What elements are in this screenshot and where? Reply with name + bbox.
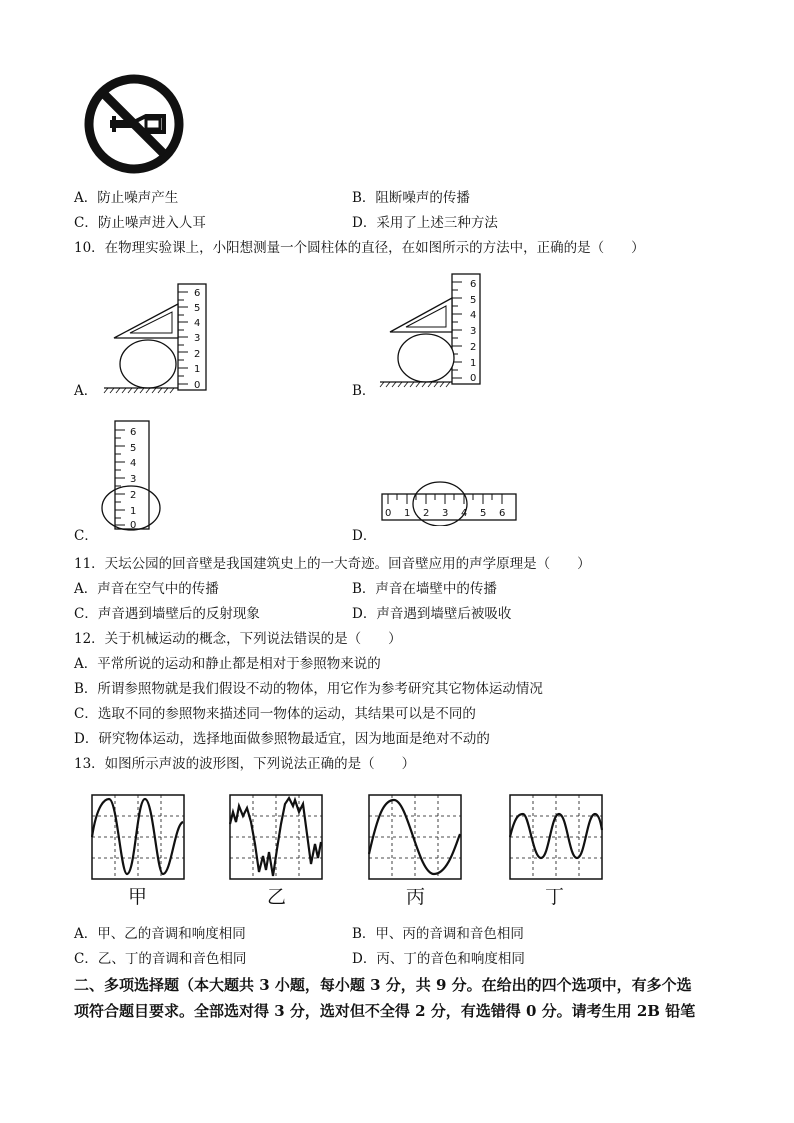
waveform-label-jia: 甲	[128, 886, 148, 908]
question-13-stem: 13．如图所示声波的波形图，下列说法正确的是（ ）	[74, 756, 416, 772]
waveform-label-yi: 乙	[267, 886, 287, 908]
figure-label-d: D．	[352, 528, 377, 544]
waveform-yi	[229, 794, 323, 880]
svg-text:1: 1	[194, 364, 201, 375]
option-d: D．声音遇到墙壁后被吸收	[352, 606, 512, 622]
no-horn-sign-icon	[82, 72, 186, 176]
svg-text:2: 2	[130, 490, 137, 501]
question-11-stem: 11．天坛公园的回音壁是我国建筑史上的一大奇迹。回音壁应用的声学原理是（ ）	[74, 556, 591, 572]
svg-text:2: 2	[423, 508, 430, 519]
svg-text:4: 4	[194, 318, 201, 329]
question-10-stem: 10．在物理实验课上，小阳想测量一个圆柱体的直径，在如图所示的方法中，正确的是（ ）	[74, 240, 645, 256]
option-a: A．平常所说的运动和静止都是相对于参照物来说的	[74, 656, 381, 672]
figure-10b-ruler-setup	[376, 270, 501, 388]
svg-text:1: 1	[470, 358, 477, 369]
option-c: C．乙、丁的音调和音色相同	[74, 951, 247, 967]
option-d: D．丙、丁的音色和响度相同	[352, 951, 525, 967]
waveform-jia	[91, 794, 185, 880]
svg-text:5: 5	[130, 443, 137, 454]
option-d: D．研究物体运动，选择地面做参照物最适宜，因为地面是绝对不动的	[74, 731, 490, 747]
svg-text:1: 1	[130, 506, 137, 517]
section-2-heading-line-1: 二、多项选择题（本大题共 3 小题，每小题 3 分，共 9 分。在给出的四个选项中，有多个选	[74, 976, 692, 994]
svg-text:6: 6	[470, 279, 477, 290]
option-b: B．所谓参照物就是我们假设不动的物体，用它作为参考研究其它物体运动情况	[74, 681, 543, 697]
svg-text:6: 6	[130, 427, 137, 438]
svg-text:6: 6	[194, 288, 201, 299]
section-2-heading-line-2: 项符合题目要求。全部选对得 3 分，选对但不全得 2 分，有选错得 0 分。请考生用 2B 铅笔	[74, 1002, 696, 1020]
figure-10d-ruler-setup	[380, 480, 520, 526]
waveform-bing	[368, 794, 462, 880]
option-b: B．阻断噪声的传播	[352, 190, 470, 206]
svg-text:3: 3	[194, 333, 201, 344]
svg-text:5: 5	[470, 295, 477, 306]
waveform-label-bing: 丙	[406, 886, 426, 908]
svg-text:0: 0	[470, 373, 477, 384]
svg-text:1: 1	[404, 508, 411, 519]
svg-text:3: 3	[130, 474, 137, 485]
figure-10a-ruler-setup	[94, 280, 219, 395]
waveform-label-ding: 丁	[545, 886, 565, 908]
svg-text:2: 2	[470, 342, 477, 353]
svg-text:5: 5	[480, 508, 487, 519]
option-c: C．防止噪声进入人耳	[74, 215, 206, 231]
option-b: B．甲、丙的音调和音色相同	[352, 926, 524, 942]
svg-text:0: 0	[194, 380, 201, 391]
option-c: C．声音遇到墙壁后的反射现象	[74, 606, 260, 622]
option-a: A．防止噪声产生	[74, 190, 179, 206]
svg-text:2: 2	[194, 349, 201, 360]
option-c: C．选取不同的参照物来描述同一物体的运动，其结果可以是不同的	[74, 706, 476, 722]
option-d: D．采用了上述三种方法	[352, 215, 498, 231]
svg-text:4: 4	[470, 310, 477, 321]
figure-10c-ruler-setup	[100, 418, 170, 534]
option-a: A．甲、乙的音调和响度相同	[74, 926, 246, 942]
svg-text:0: 0	[385, 508, 392, 519]
svg-text:4: 4	[130, 458, 137, 469]
figure-label-c: C．	[74, 528, 98, 544]
svg-text:4: 4	[461, 508, 468, 519]
svg-text:0: 0	[130, 520, 137, 531]
figure-label-b: B．	[352, 383, 376, 399]
waveform-ding	[509, 794, 603, 880]
svg-text:6: 6	[499, 508, 506, 519]
option-a: A．声音在空气中的传播	[74, 581, 219, 597]
svg-text:5: 5	[194, 303, 201, 314]
svg-text:3: 3	[470, 326, 477, 337]
question-12-stem: 12．关于机械运动的概念，下列说法错误的是（ ）	[74, 631, 402, 647]
figure-label-a: A．	[74, 383, 98, 399]
svg-text:3: 3	[442, 508, 449, 519]
option-b: B．声音在墙壁中的传播	[352, 581, 497, 597]
